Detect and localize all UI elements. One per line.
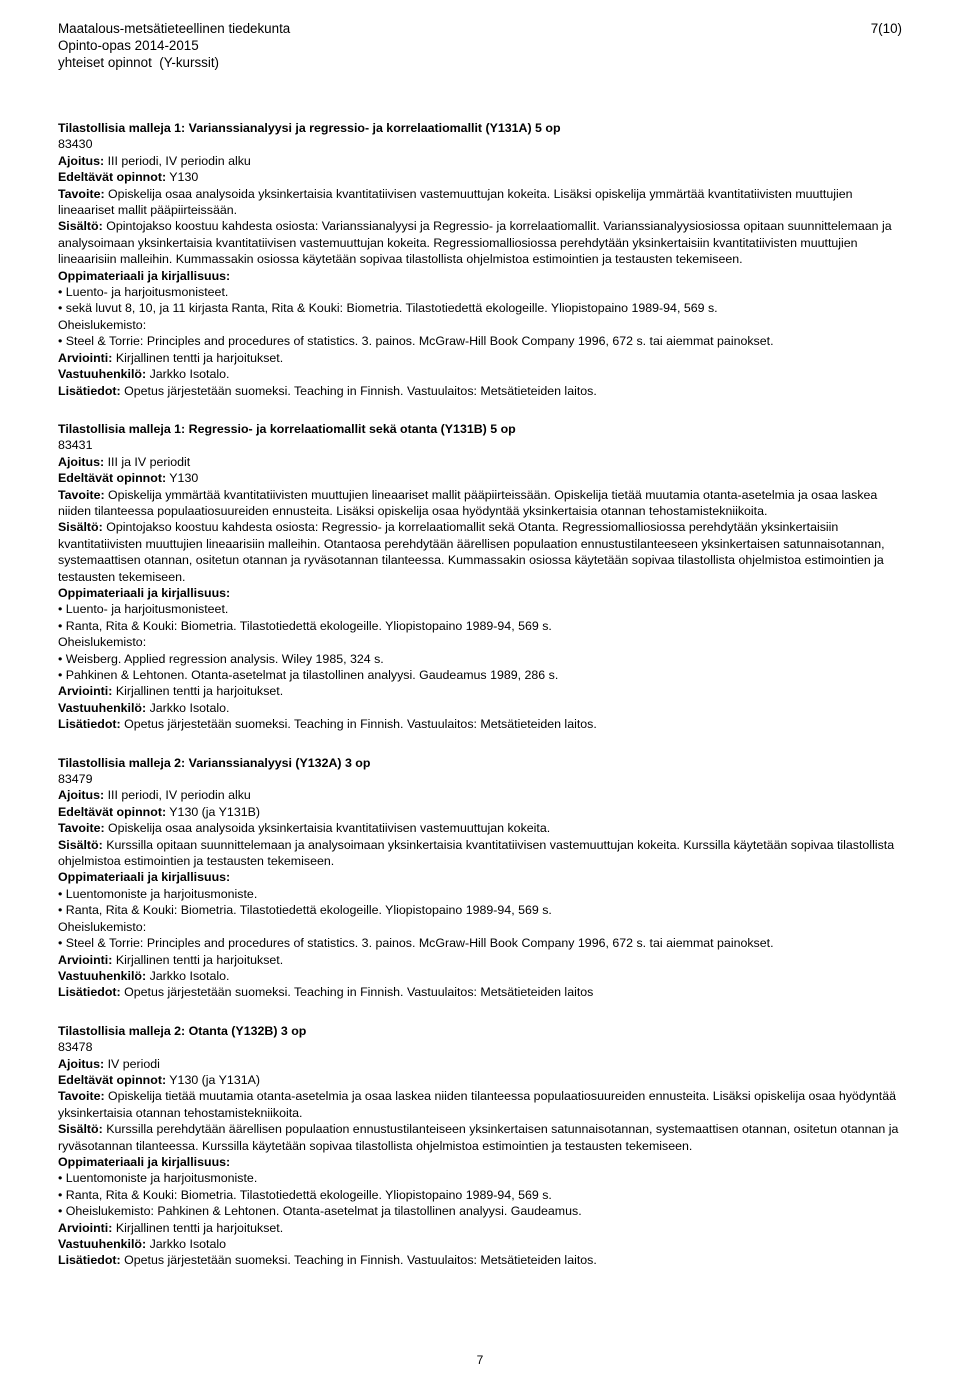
course-goal-label: Tavoite: [58,1089,105,1104]
guide-title: Opinto-opas 2014-2015 [58,38,199,53]
course-timing-value: III periodi, IV periodin alku [104,153,251,168]
materials-label: Oppimateriaali ja kirjallisuus: [58,585,231,600]
course-info-label: Lisätiedot: [58,1253,121,1268]
material-item: • Ranta, Rita & Kouki: Biometria. Tilastotiedettä ekologeille. Yliopistopaino 1989-94, 569 s. [58,1187,903,1203]
course-info-value: Opetus järjestetään suomeksi. Teaching in Finnish. Vastuulaitos: Metsätieteiden laitos. [120,1253,597,1268]
course-content [58,218,903,267]
course-responsible [58,366,903,382]
course-timing-label: Ajoitus: [58,454,105,469]
course-content-value: Opintojakso koostuu kahdesta osiosta: Varianssianalyysi ja Regressio- ja korrelaatiomallit. Varianssianalyysiosiossa opitaan suunnittelemaan ja analysoimaan yksinkertaisia kvantitatiivisen vastemuuttujan kokeita. Regressiomalliosiossa perehdytään yksinkertaisiin kvantitatiivisten muuttujien lineaarisiin malleihin. Kummassakin osiossa käytetään sopivaa tilastollista ohjelmistoa estimointien ja testausten tekemiseen. [58,219,892,267]
course-list [58,120,903,1291]
course-timing [58,153,903,169]
course-content [58,837,903,870]
materials-label: Oppimateriaali ja kirjallisuus: [58,268,231,283]
page-index: 7(10) [870,21,902,36]
course-assessment-value: Kirjallinen tentti ja harjoitukset. [112,684,284,699]
course-responsible [58,1236,903,1252]
course-prerequisites [58,169,903,185]
course-assessment [58,952,903,968]
supplementary-reading-item: • Pahkinen & Lehtonen. Otanta-asetelmat ja tilastollinen analyysi. Gaudeamus 1989, 286 s. [58,667,903,683]
course-prerequisites-label: Edeltävät opinnot: [58,471,167,486]
course-title: Tilastollisia malleja 2: Varianssianalyysi (Y132A) 3 op [58,755,371,770]
course-assessment [58,350,903,366]
course-code: 83430 [58,137,93,152]
page-header [58,20,902,71]
course-info [58,716,903,732]
course-goal-label: Tavoite: [58,821,105,836]
course-prerequisites-label: Edeltävät opinnot: [58,170,167,185]
course-timing-label: Ajoitus: [58,1056,105,1071]
course-assessment [58,683,903,699]
faculty-name: Maatalous-metsätieteellinen tiedekunta [58,21,291,36]
page-number: 7 [476,1353,484,1367]
course-goal-label: Tavoite: [58,186,105,201]
course-timing-label: Ajoitus: [58,153,105,168]
course-prerequisites-value: Y130 [166,471,199,486]
course-timing-value: IV periodi [104,1056,160,1071]
supplementary-reading-item: • Weisberg. Applied regression analysis. Wiley 1985, 324 s. [58,651,903,667]
course-prerequisites-label: Edeltävät opinnot: [58,804,167,819]
course-title: Tilastollisia malleja 1: Varianssianalyysi ja regressio- ja korrelaatiomallit (Y131A) 5 op [58,121,561,135]
material-item: • sekä luvut 8, 10, ja 11 kirjasta Ranta, Rita & Kouki: Biometria. Tilastotiedettä ekologeille. Yliopistopaino 1989-94, 569 s. [58,300,903,316]
course-prerequisites-value: Y130 [166,170,199,185]
course-goal-label: Tavoite: [58,487,105,502]
course-goal-value: Opiskelija osaa analysoida yksinkertaisia kvantitatiivisen vastemuuttujan kokeita. [104,821,551,836]
course-responsible-value: Jarkko Isotalo. [146,968,230,983]
course-info [58,984,903,1000]
course-timing [58,1056,903,1072]
course-responsible-label: Vastuuhenkilö: [58,700,147,715]
course-responsible-value: Jarkko Isotalo. [146,367,230,382]
course-assessment [58,1220,903,1236]
course-goal-value: Opiskelija osaa analysoida yksinkertaisia kvantitatiivisen vastemuuttujan kokeita. Lisäksi opiskelija ymmärtää kvantitatiivisten muuttujien lineaariset mallit pääpiirteissään. [58,186,853,218]
course-content-label: Sisältö: [58,1122,103,1137]
course-title: Tilastollisia malleja 2: Otanta (Y132B) 3 op [58,1023,307,1038]
course-content [58,1121,903,1154]
course-assessment-label: Arviointi: [58,350,113,365]
course-section [58,1023,903,1269]
course-prerequisites-value: Y130 (ja Y131A) [166,1072,260,1087]
course-responsible [58,700,903,716]
course-assessment-label: Arviointi: [58,684,113,699]
course-timing [58,787,903,803]
course-title: Tilastollisia malleja 1: Regressio- ja korrelaatiomallit sekä otanta (Y131B) 5 op [58,421,516,436]
material-item: • Luento- ja harjoitusmonisteet. [58,284,903,300]
course-section [58,421,903,733]
course-section [58,120,903,399]
course-assessment-value: Kirjallinen tentti ja harjoitukset. [112,350,284,365]
course-timing-value: III periodi, IV periodin alku [104,788,251,803]
course-assessment-label: Arviointi: [58,1220,113,1235]
material-item: • Luento- ja harjoitusmonisteet. [58,601,903,617]
supplementary-reading-item: • Steel & Torrie: Principles and procedures of statistics. 3. painos. McGraw-Hill Book Company 1996, 672 s. tai aiemmat painokset. [58,333,903,349]
course-info [58,383,903,399]
material-item: • Ranta, Rita & Kouki: Biometria. Tilastotiedettä ekologeille. Yliopistopaino 1989-94, 569 s. [58,902,903,918]
course-content-value: Opintojakso koostuu kahdesta osiosta: Regressio- ja korrelaatiomallit sekä Otanta. Regressiomalliosiossa perehdytään yksinkertaisiin kvantitatiivisten muuttujien lineaarisiin malleihin. Otantaosa perehdytään äärellisen populaation ennustustilanteeseen yksinkertaisen satunnaisotannan, systemaattisen otannan, ositetun otannan ja ryväsotannan tilanteessa. Kummassakin osiossa käytetään sopivaa tilastollista ohjelmistoa estimointien ja testausten tekemiseen. [58,520,885,584]
course-content-value: Kurssilla opitaan suunnittelemaan ja analysoimaan yksinkertaisia kvantitatiivisen vastemuuttujan kokeita. Kurssilla käytetään sopivaa tilastollista ohjelmistoa estimointien ja testausten tekemiseen. [58,837,895,869]
course-content-label: Sisältö: [58,219,103,234]
course-info-value: Opetus järjestetään suomeksi. Teaching in Finnish. Vastuulaitos: Metsätieteiden laitos. [120,383,597,398]
course-goal-value: Opiskelija ymmärtää kvantitatiivisten muuttujien lineaariset mallit pääpiirteissään. Opiskelija tietää muutamia otanta-asetelmia ja osaa laskea niiden tilanteessa populaatiosuureiden ennusteita. Lisäksi opiskelija osaa hyödyntää yksinkertaisia otannan tehostamistekniikoita. [58,487,878,518]
course-goal [58,1088,903,1121]
course-content [58,519,903,585]
material-item: • Oheislukemisto: Pahkinen & Lehtonen. Otanta-asetelmat ja tilastollinen analyysi. Gaudeamus. [58,1203,903,1219]
course-info [58,1252,903,1268]
course-timing-value: III ja IV periodit [104,454,191,469]
course-responsible [58,968,903,984]
course-goal-value: Opiskelija tietää muutamia otanta-asetelmia ja osaa laskea niiden tilanteessa populaatiosuureiden ennusteita. Lisäksi opiskelija osaa hyödyntää yksinkertaisia otannan tehostamistekniikoita. [58,1089,897,1120]
course-content-value: Kurssilla perehdytään äärellisen populaation ennustustilanteiseen yksinkertaisen satunnaisotannan, systemaattisen otannan, ositetun otannan ja ryväsotannan tilanteessa. Kurssilla käytetään sopivaa tilastollista ohjelmistoa estimointien ja testausten tekemiseen. [58,1122,899,1153]
course-assessment-value: Kirjallinen tentti ja harjoitukset. [112,952,284,967]
course-responsible-value: Jarkko Isotalo [146,1237,227,1251]
course-prerequisites-label: Edeltävät opinnot: [58,1072,167,1087]
course-info-value: Opetus järjestetään suomeksi. Teaching in Finnish. Vastuulaitos: Metsätieteiden laitos [120,985,594,1000]
course-code: 83478 [58,1040,93,1055]
course-prerequisites [58,804,903,820]
course-responsible-label: Vastuuhenkilö: [58,1237,147,1251]
course-prerequisites [58,470,903,486]
course-goal [58,186,903,219]
course-goal [58,487,903,520]
supplementary-reading-label: Oheislukemisto: [58,635,147,650]
supplementary-reading-item: • Steel & Torrie: Principles and procedures of statistics. 3. painos. McGraw-Hill Book Company 1996, 672 s. tai aiemmat painokset. [58,935,903,951]
supplementary-reading-label: Oheislukemisto: [58,317,147,332]
course-assessment-label: Arviointi: [58,952,113,967]
course-timing [58,454,903,470]
material-item: • Luentomoniste ja harjoitusmoniste. [58,886,903,902]
material-item: • Ranta, Rita & Kouki: Biometria. Tilastotiedettä ekologeille. Yliopistopaino 1989-94, 569 s. [58,618,903,634]
course-content-label: Sisältö: [58,837,103,852]
course-code: 83479 [58,772,93,787]
material-item: • Luentomoniste ja harjoitusmoniste. [58,1170,903,1186]
course-prerequisites [58,1072,903,1088]
materials-label: Oppimateriaali ja kirjallisuus: [58,870,231,885]
course-assessment-value: Kirjallinen tentti ja harjoitukset. [112,1220,284,1235]
course-goal [58,820,903,836]
course-content-label: Sisältö: [58,520,103,535]
course-info-label: Lisätiedot: [58,717,121,732]
course-prerequisites-value: Y130 (ja Y131B) [166,804,260,819]
course-info-label: Lisätiedot: [58,985,121,1000]
course-timing-label: Ajoitus: [58,788,105,803]
course-responsible-label: Vastuuhenkilö: [58,968,147,983]
course-info-label: Lisätiedot: [58,383,121,398]
section-name: yhteiset opinnot (Y-kurssit) [58,55,220,70]
course-info-value: Opetus järjestetään suomeksi. Teaching in Finnish. Vastuulaitos: Metsätieteiden laitos. [120,717,597,732]
course-responsible-value: Jarkko Isotalo. [146,700,230,715]
course-responsible-label: Vastuuhenkilö: [58,367,147,382]
supplementary-reading-label: Oheislukemisto: [58,919,147,934]
course-section [58,755,903,1001]
course-code: 83431 [58,438,93,453]
materials-label: Oppimateriaali ja kirjallisuus: [58,1154,231,1169]
